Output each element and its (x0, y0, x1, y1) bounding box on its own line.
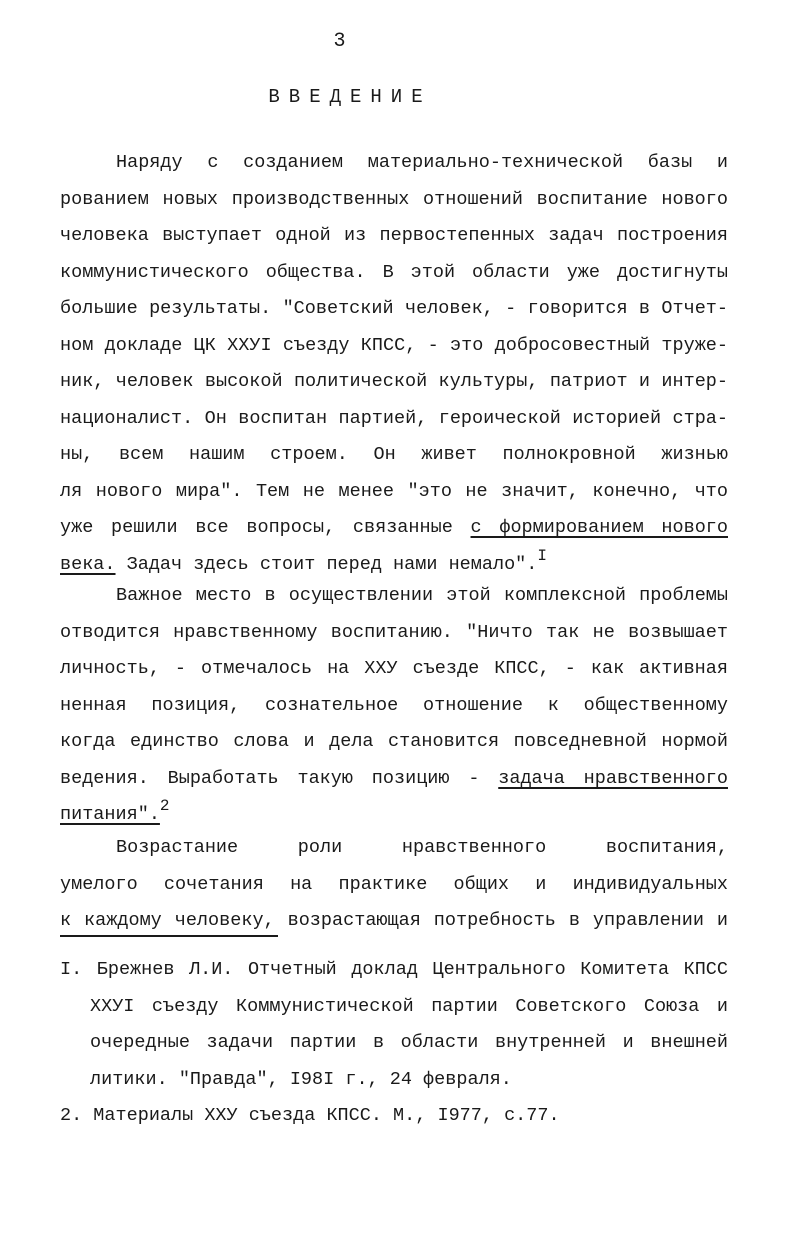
paragraph-2 (60, 578, 728, 834)
text-line: личность, - отмечалось на XXУ съезде КПСС, - как активная (60, 658, 728, 679)
footnote-1-line: литики. "Правда", I98I г., 24 февраля. (90, 1068, 512, 1090)
text-line: рованием новых производственных отношений воспитание нового (60, 188, 728, 210)
text-line: Возрастание роли нравственного воспитания, (116, 837, 728, 858)
footnote-ref-1: I (537, 546, 547, 565)
paragraph-3 (60, 830, 728, 940)
text-line: большие результаты. "Советский человек, - говорится в Отчет- (60, 298, 728, 319)
text-line: ник, человек высокой политической культуры, патриот и интер- (60, 371, 728, 392)
text-line: когда единство слова и дела становится повседневной нормой (60, 731, 728, 752)
text-run: ведения. Выработать такую позицию - (60, 767, 499, 789)
footnote-1-line: XXУI съезду Коммунистической партии Советского Союза и (90, 995, 728, 1017)
underlined-phrase: задача нравственного (498, 767, 728, 789)
footnotes (60, 952, 728, 1135)
underlined-phrase: питания". (60, 804, 160, 825)
paragraph-1 (60, 145, 728, 583)
footnote-separator (60, 935, 278, 937)
text-line (60, 510, 728, 547)
text-run: Задач здесь стоит перед нами немало". (115, 553, 538, 575)
text-line: ля нового мира". Тем не менее "это не значит, конечно, что (60, 480, 728, 502)
text-line: к каждому человеку, возрастающая потребность в управлении и (60, 910, 728, 931)
text-line: ны, всем нашим строем. Он живет полнокровной жизнью (60, 444, 728, 465)
text-line: Наряду с созданием материально-технической базы и (116, 152, 728, 173)
underlined-phrase: с формированием нового (470, 517, 728, 538)
text-line: человека выступает одной из первостепенных задач построения (60, 225, 728, 246)
underlined-phrase: века. (60, 553, 116, 575)
text-line: националист. Он воспитан партией, героической историей стра- (60, 407, 728, 429)
footnote-1-line: очередные задачи партии в области внутренней и внешней (90, 1032, 728, 1053)
footnote-1-line: I. Брежнев Л.И. Отчетный доклад Центрального Комитета КПСС (60, 959, 728, 980)
text-line (60, 797, 728, 834)
text-line: отводится нравственному воспитанию. "Ничто так не возвышает (60, 621, 728, 643)
text-line: ненная позиция, сознательное отношение к общественному (60, 694, 728, 716)
text-line: ном докладе ЦК XXУI съезду КПСС, - это добросовестный труже- (60, 334, 728, 356)
text-line: коммунистического общества. В этой области уже достигнуты (60, 261, 728, 283)
text-line (60, 761, 728, 798)
text-run: уже решили все вопросы, связанные (60, 517, 471, 538)
footnote-ref-2: 2 (159, 797, 170, 815)
text-line: Важное место в осуществлении этой комплексной проблемы (116, 585, 728, 606)
page-number: 3 (333, 30, 347, 53)
footnote-2: 2. Материалы XXУ съезда КПСС. М., I977, с.77. (60, 1105, 560, 1126)
section-title: ВВЕДЕНИЕ (268, 86, 432, 108)
text-line: умелого сочетания на практике общих и индивидуальных (60, 873, 728, 895)
